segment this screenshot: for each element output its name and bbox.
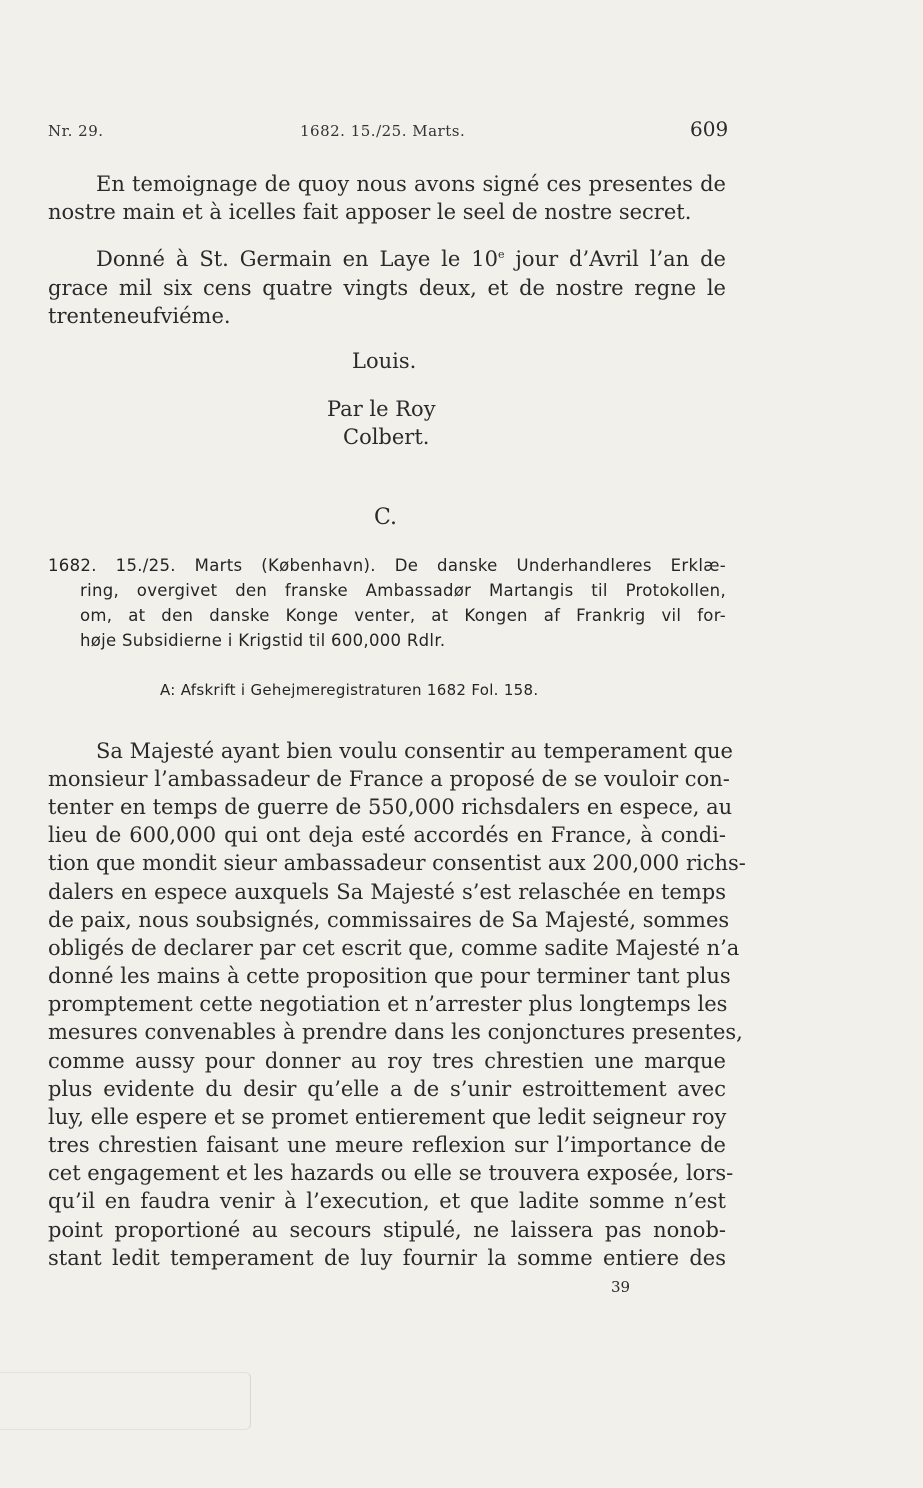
signature-mark: 39	[611, 1278, 631, 1296]
closing-para2-line2: grace mil six cens quatre vingts deux, et de nostre regne le	[48, 276, 726, 300]
body-line: promptement cette negotiation et n’arrester plus longtemps les	[48, 992, 728, 1016]
body-line: de paix, nous soubsignés, commissaires de Sa Majesté, sommes	[48, 908, 730, 932]
countersign-line1: Par le Roy	[327, 397, 436, 421]
body-line: tion que mondit sieur ambassadeur consentist aux 200,000 richs-	[48, 851, 746, 875]
header-date: 1682. 15./25. Marts.	[300, 122, 466, 140]
body-line: obligés de declarer par cet escrit que, comme sadite Majesté n’a	[48, 936, 740, 960]
scan-bracket-mark	[0, 1372, 251, 1430]
page-number: 609	[690, 117, 729, 141]
closing-para2-line1: Donné à St. Germain en Laye le 10e jour d’Avril l’an de	[96, 247, 726, 271]
body-line: mesures convenables à prendre dans les conjonctures presentes,	[48, 1020, 743, 1044]
closing-para2-line3: trenteneufviéme.	[48, 304, 231, 328]
closing-para1-line2: nostre main et à icelles fait apposer le seel de nostre secret.	[48, 200, 692, 224]
body-line: cet engagement et les hazards ou elle se trouvera exposée, lors-	[48, 1161, 734, 1185]
summary-line1: 1682. 15./25. Marts (København). De danske Underhandleres Erklæ-	[48, 556, 726, 575]
body-line: lieu de 600,000 qui ont deja esté accordés en France, à condi-	[48, 823, 726, 847]
countersign-line2: Colbert.	[343, 425, 430, 449]
section-letter: C.	[374, 505, 398, 530]
summary-line2: ring, overgivet den franske Ambassadør Martangis til Protokollen,	[80, 581, 726, 600]
body-line: qu’il en faudra venir à l’execution, et que ladite somme n’est	[48, 1189, 726, 1213]
body-line: luy, elle espere et se promet entierement que ledit seigneur roy	[48, 1105, 727, 1129]
body-line: point proportioné au secours stipulé, ne laissera pas nonob-	[48, 1218, 726, 1242]
body-line: tres chrestien faisant une meure reflexion sur l’importance de	[48, 1133, 726, 1157]
summary-line3: om, at den danske Konge venter, at Kongen af Frankrig vil for-	[80, 606, 726, 625]
body-line: donné les mains à cette proposition que pour terminer tant plus	[48, 964, 731, 988]
body-line: monsieur l’ambassadeur de France a proposé de se vouloir con-	[48, 767, 730, 791]
body-line: stant ledit temperament de luy fournir la somme entiere des	[48, 1246, 726, 1270]
body-line: plus evidente du desir qu’elle a de s’unir estroittement avec	[48, 1077, 726, 1101]
source-note: A: Afskrift i Gehejmeregistraturen 1682 Fol. 158.	[160, 681, 539, 699]
body-line: comme aussy pour donner au roy tres chrestien une marque	[48, 1049, 726, 1073]
body-line: dalers en espece auxquels Sa Majesté s’est relaschée en temps	[48, 880, 726, 904]
signature-louis: Louis.	[352, 349, 417, 373]
closing-para1-line1: En temoignage de quoy nous avons signé ces presentes de	[96, 172, 726, 196]
summary-line4: høje Subsidierne i Krigstid til 600,000 Rdlr.	[80, 631, 446, 650]
header-number: Nr. 29.	[48, 122, 104, 140]
body-line: tenter en temps de guerre de 550,000 richsdalers en espece, au	[48, 795, 733, 819]
body-line: Sa Majesté ayant bien voulu consentir au temperament que	[96, 739, 733, 763]
